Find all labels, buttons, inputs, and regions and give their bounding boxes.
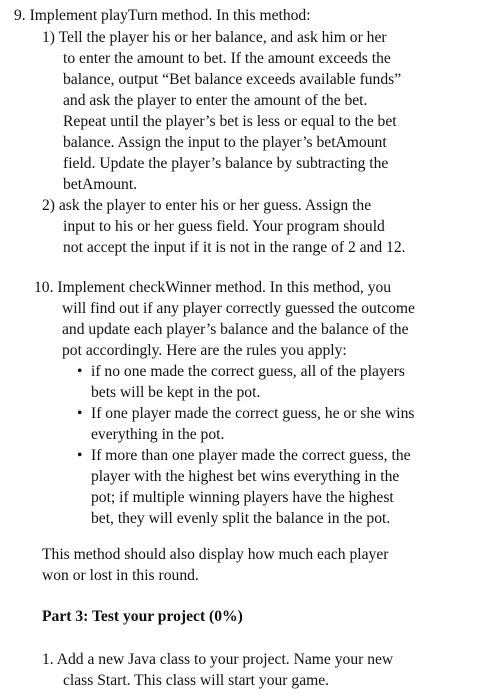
closing-line: won or lost in this round. (42, 567, 199, 584)
item-9-step-1-line: balance. Assign the input to the player’s betAmount (63, 134, 387, 151)
item-9-step-2-line: 2) ask the player to enter his or her guess. Assign the (42, 197, 372, 214)
rule-1-line: bets will be kept in the pot. (91, 384, 261, 401)
item-9-step-1-line: balance, output “Bet balance exceeds available funds” (63, 71, 402, 88)
rule-1-line: if no one made the correct guess, all of the players (91, 363, 405, 380)
item-10-intro-line: pot accordingly. Here are the rules you apply: (62, 342, 347, 359)
rule-2-line: If one player made the correct guess, he or she wins (91, 405, 415, 422)
item-9-step-2-line: input to his or her guess field. Your program should (63, 218, 385, 235)
part-3-item-1-line: 1. Add a new Java class to your project. Name your new (42, 651, 394, 668)
item-9-step-1-line: Repeat until the player’s bet is less or equal to the bet (63, 113, 397, 130)
part-3-heading: Part 3: Test your project (0%) (42, 608, 243, 625)
item-10-intro-line: 10. Implement checkWinner method. In this method, you (34, 279, 392, 296)
rule-3-line: player with the highest bet wins everything in the (91, 468, 400, 485)
item-10-intro-line: and update each player’s balance and the balance of the (62, 321, 409, 338)
item-9-step-1-line: 1) Tell the player his or her balance, and ask him or her (42, 29, 387, 46)
bullet-icon: • (77, 447, 83, 464)
item-9-step-1-line: betAmount. (63, 176, 138, 193)
item-9-step-2-line: not accept the input if it is not in the range of 2 and 12. (63, 239, 406, 256)
rule-3-line: bet, they will evenly split the balance in the pot. (91, 510, 391, 527)
rule-3-line: pot; if multiple winning players have the highest (91, 489, 394, 506)
item-10-intro-line: will find out if any player correctly guessed the outcome (62, 300, 415, 317)
item-9-step-1-line: to enter the amount to bet. If the amount exceeds the (63, 50, 391, 67)
bullet-icon: • (77, 405, 83, 422)
bullet-icon: • (77, 363, 83, 380)
closing-line: This method should also display how much each player (42, 546, 389, 563)
rule-2-line: everything in the pot. (91, 426, 225, 443)
item-9-step-1-line: field. Update the player’s balance by subtracting the (63, 155, 389, 172)
part-3-item-1-line: class Start. This class will start your game. (63, 672, 330, 689)
rule-3-line: If more than one player made the correct guess, the (91, 447, 411, 464)
item-9-heading: 9. Implement playTurn method. In this method: (14, 7, 311, 24)
item-9-step-1-line: and ask the player to enter the amount of the bet. (63, 92, 368, 109)
